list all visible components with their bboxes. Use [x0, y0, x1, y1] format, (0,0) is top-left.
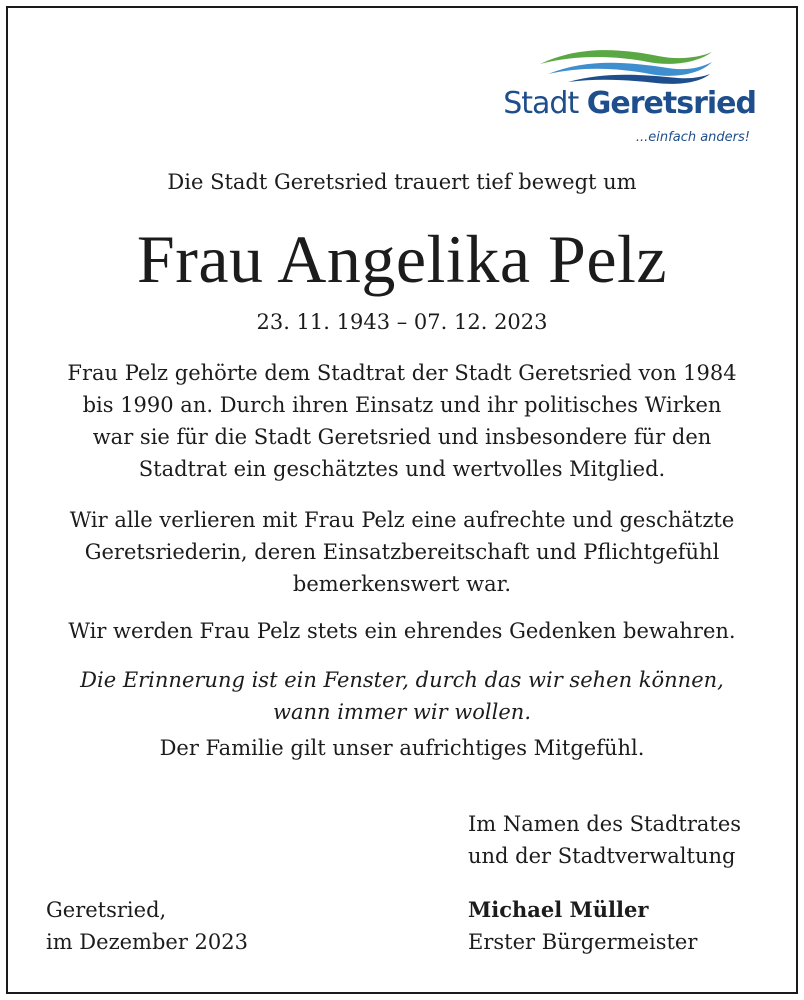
city-logo [500, 42, 756, 152]
deceased-name: Frau Angelika Pelz [136, 221, 668, 297]
life-dates: 23. 11. 1943 – 07. 12. 2023 [256, 310, 548, 334]
wave-logo-icon [538, 44, 714, 86]
tribute-paragraph-2 [28, 504, 776, 600]
on-behalf-line: und der Stadtverwaltung [468, 844, 736, 868]
logo-city-name: Geretsried [586, 86, 756, 121]
on-behalf-line: Im Namen des Stadtrates [468, 812, 742, 836]
signer-name: Michael Müller [468, 897, 649, 922]
paragraph-line: war sie für die Stadt Geretsried und insbesondere für den [92, 425, 712, 449]
tribute-paragraph-3 [28, 615, 776, 647]
tribute-paragraph-1 [28, 357, 776, 485]
paragraph-line: Der Familie gilt unser aufrichtiges Mitgefühl. [159, 736, 645, 760]
intro-line: Die Stadt Geretsried trauert tief bewegt um [167, 170, 637, 194]
quote-line: Die Erinnerung ist ein Fenster, durch das wir sehen können, [80, 668, 724, 692]
logo-tagline: ...einfach anders! [635, 130, 750, 145]
signer-block [468, 894, 697, 958]
logo-city-prefix: Stadt [503, 86, 579, 121]
date: im Dezember 2023 [46, 930, 249, 954]
obituary-notice [6, 6, 798, 994]
signer-title: Erster Bürgermeister [468, 930, 698, 954]
city-logo-wordmark [503, 86, 756, 121]
quote-line: wann immer wir wollen. [273, 700, 531, 724]
on-behalf-block [468, 808, 741, 872]
condolence-line [28, 732, 776, 764]
memorial-quote [28, 664, 776, 728]
paragraph-line: Stadtrat ein geschätztes und wertvolles Mitglied. [138, 457, 666, 481]
paragraph-line: Wir werden Frau Pelz stets ein ehrendes Gedenken bewahren. [68, 619, 736, 643]
paragraph-line: bemerkenswert war. [292, 572, 512, 596]
place-date-block [46, 894, 248, 958]
paragraph-line: Wir alle verlieren mit Frau Pelz eine aufrechte und geschätzte [69, 508, 735, 532]
paragraph-line: bis 1990 an. Durch ihren Einsatz und ihr politisches Wirken [82, 393, 722, 417]
place: Geretsried, [46, 898, 167, 922]
paragraph-line: Geretsriederin, deren Einsatzbereitschaft und Pflichtgefühl [84, 540, 720, 564]
paragraph-line: Frau Pelz gehörte dem Stadtrat der Stadt Geretsried von 1984 [67, 361, 737, 385]
